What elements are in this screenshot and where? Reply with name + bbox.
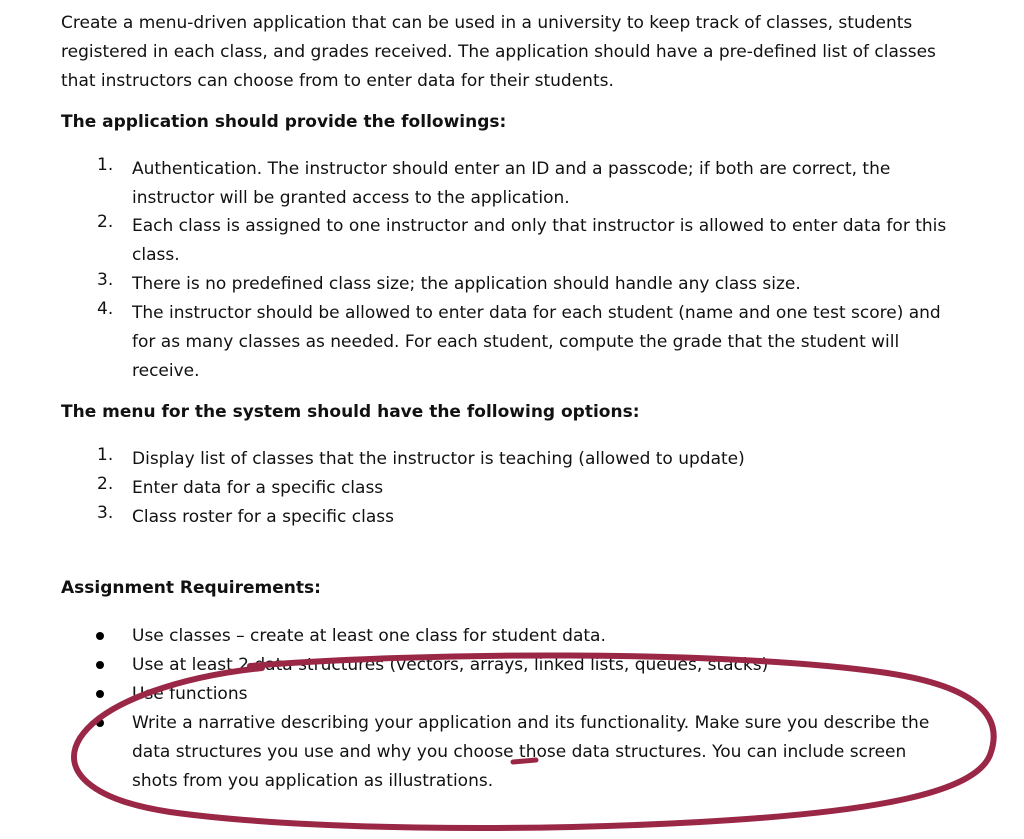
features-heading: The application should provide the followings:: [61, 112, 507, 132]
bullet-icon: [96, 690, 104, 698]
list-number: 4.: [97, 299, 114, 319]
list-item-line: for as many classes as needed. For each student, compute the grade that the student will: [132, 332, 900, 352]
list-item-line: Each class is assigned to one instructor and only that instructor is allowed to enter data for this: [132, 216, 947, 236]
bullet-icon: [96, 632, 104, 640]
list-number: 2.: [97, 474, 114, 494]
bullet-icon: [96, 719, 104, 727]
list-item-text: [132, 709, 929, 796]
list-number: 1.: [97, 445, 114, 465]
list-item-line: Use functions: [132, 684, 248, 704]
list-item-text: [132, 503, 394, 532]
list-item-line: The instructor should be allowed to enter data for each student (name and one test score) and: [132, 303, 941, 323]
menu-heading: The menu for the system should have the following options:: [61, 402, 640, 422]
list-item-text: [132, 155, 890, 213]
list-item-line: Use at least 2 data structures (vectors, arrays, linked lists, queues, stacks): [132, 655, 769, 675]
list-item-line: class.: [132, 245, 180, 265]
list-item-text: [132, 474, 383, 503]
bullet-icon: [96, 661, 104, 669]
list-number: 3.: [97, 270, 114, 290]
list-item-text: [132, 299, 941, 386]
list-item-line: There is no predefined class size; the application should handle any class size.: [132, 274, 801, 294]
list-number: 2.: [97, 212, 114, 232]
list-item-line: Write a narrative describing your application and its functionality. Make sure you describe the: [132, 713, 930, 733]
list-item-text: [132, 651, 768, 680]
list-number: 3.: [97, 503, 114, 523]
list-item-line: receive.: [132, 361, 200, 381]
list-item-text: [132, 622, 606, 651]
list-item-line: Use classes – create at least one class for student data.: [132, 626, 606, 646]
list-number: 1.: [97, 155, 114, 175]
list-item-line: Authentication. The instructor should enter an ID and a passcode; if both are correct, the: [132, 159, 891, 179]
intro-paragraph: [61, 9, 981, 96]
intro-line: that instructors can choose from to enter data for their students.: [61, 71, 614, 91]
list-item-line: shots from you application as illustrations.: [132, 771, 494, 791]
list-item-text: [132, 680, 247, 709]
list-item-text: [132, 270, 801, 299]
list-item-line: instructor will be granted access to the application.: [132, 188, 570, 208]
requirements-heading: Assignment Requirements:: [61, 578, 321, 598]
list-item-line: Enter data for a specific class: [132, 478, 384, 498]
intro-line: Create a menu-driven application that can be used in a university to keep track of classes, students: [61, 13, 913, 33]
intro-line: registered in each class, and grades received. The application should have a pre-defined list of classes: [61, 42, 936, 62]
list-item-line: Class roster for a specific class: [132, 507, 394, 527]
list-item-line: data structures you use and why you choose those data structures. You can include screen: [132, 742, 907, 762]
list-item-text: [132, 445, 745, 474]
list-item-text: [132, 212, 946, 270]
list-item-line: Display list of classes that the instructor is teaching (allowed to update): [132, 449, 745, 469]
